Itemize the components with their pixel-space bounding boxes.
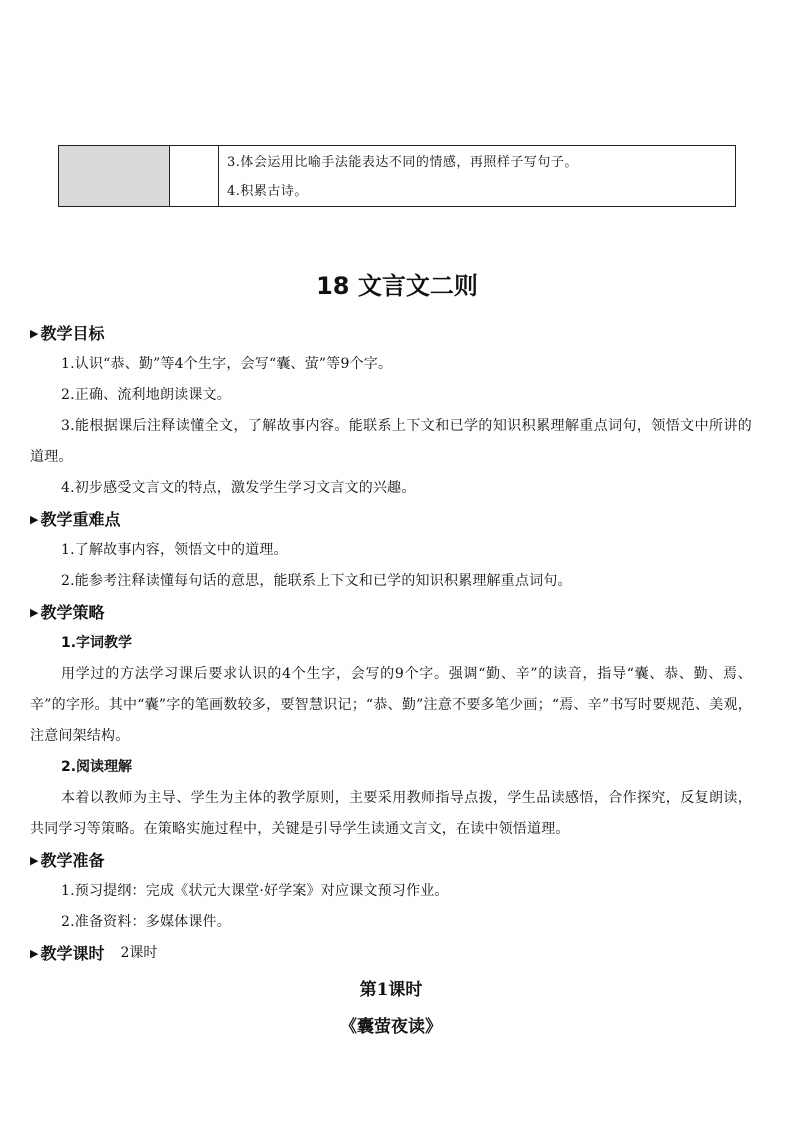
section-heading-preparation: ▶ 教学准备: [30, 845, 752, 876]
strategy-subheading: 2.阅读理解: [61, 759, 133, 775]
triangle-bullet-icon: ▶: [30, 947, 39, 960]
section-heading-hours: ▶ 教学课时 2课时: [30, 938, 752, 969]
strategy-paragraph: 本着以教师为主导、学生为主体的教学原则，主要采用教师指导点拨，学生品读感悟，合作探究，反复朗读，共同学习等策略。在策略实施过程中，关键是引导学生读通文言文，在读中领悟道理。: [30, 790, 752, 837]
triangle-bullet-icon: ▶: [30, 854, 39, 867]
goal-item: 2.正确、流利地朗读课文。: [61, 387, 231, 403]
table-cell-shaded: [59, 146, 170, 206]
strategy-paragraph: 用学过的方法学习课后要求认识的4个生字，会写的9个字。强调“勤、辛”的读音，指导“囊、恭、勤、焉、辛”的字形。其中“囊”字的笔画数较多，要智慧识记；“恭、勤”注意不要多笔少画；“焉、辛”书写时要规范、美观，注意间架结构。: [30, 666, 752, 744]
preparation-item: 1.预习提纲：完成《状元大课堂·好学案》对应课文预习作业。: [61, 883, 449, 899]
text-title: 《囊萤夜读》: [340, 1017, 442, 1037]
triangle-bullet-icon: ▶: [30, 606, 39, 619]
preparation-item: 2.准备资料：多媒体课件。: [61, 914, 231, 930]
goal-item: 4.初步感受文言文的特点，激发学生学习文言文的兴趣。: [61, 480, 416, 496]
objectives-table-fragment: [58, 145, 736, 207]
strategy-subheading: 1.字词教学: [61, 635, 133, 651]
table-line-3: 3.体会运用比喻手法能表达不同的情感，再照样子写句子。: [227, 155, 578, 170]
section-heading-strategy: ▶ 教学策略: [30, 597, 752, 628]
table-line-4: 4.积累古诗。: [227, 184, 308, 199]
triangle-bullet-icon: ▶: [30, 513, 39, 526]
table-cell-content: [219, 146, 735, 206]
goal-item: 3.能根据课后注释读懂全文，了解故事内容。能联系上下文和已学的知识积累理解重点词句，领悟文中所讲的道理。: [30, 418, 752, 465]
triangle-bullet-icon: ▶: [30, 327, 39, 340]
lesson-hours-value: 2课时: [120, 945, 158, 961]
section-heading-key-points: ▶ 教学重难点: [30, 504, 752, 535]
lesson-title: 18 文言文二则: [316, 272, 478, 300]
lesson-number: 第1课时: [359, 980, 423, 1000]
key-point-item: 2.能参考注释读懂每句话的意思，能联系上下文和已学的知识积累理解重点词句。: [61, 573, 572, 589]
lesson-content: [30, 318, 752, 1043]
section-heading-goals: ▶ 教学目标: [30, 318, 752, 349]
goal-item: 1.认识“恭、勤”等4个生字，会写“囊、萤”等9个字。: [61, 356, 393, 372]
key-point-item: 1.了解故事内容，领悟文中的道理。: [61, 542, 288, 558]
table-cell-empty: [170, 146, 219, 206]
